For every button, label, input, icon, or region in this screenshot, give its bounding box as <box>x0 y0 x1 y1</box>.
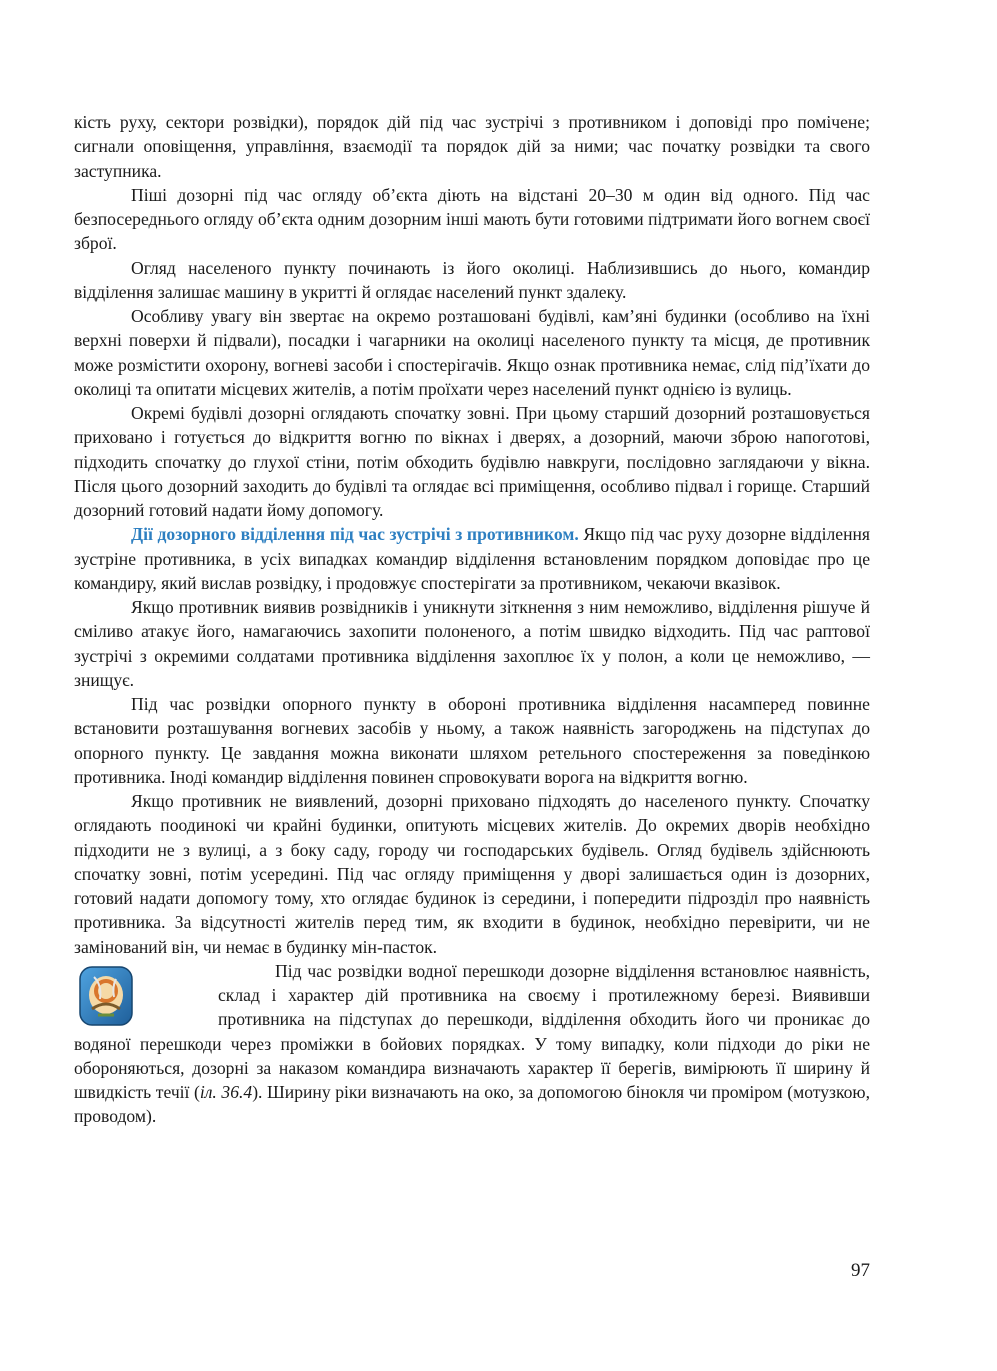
reading-emblem-icon <box>78 965 134 1027</box>
paragraph-2: Піші дозорні під час огляду об’єкта діють на відстані 20–30 м один від одного. Під час безпосереднього огляду об’єкта одним дозорним інші мають бути готовими підтримати його вогнем своєї зброї. <box>74 184 870 254</box>
page-number: 97 <box>851 1260 870 1281</box>
paragraph-encounter-text: Якщо під час руху дозорне відділення зустріне противника, в усіх випадках командир відділення встановленим порядком доповідає про це командиру, який вислав розвідку, і продовжує спостерігати за противником, чекаючи вказівок. <box>74 524 871 593</box>
paragraph-1: кість руху, сектори розвідки), порядок дій під час зустрічі з противником і доповіді про помічене; сигнали оповіщення, управління, взаємодії та порядок дій за ними; час початку розвідки та свого заступника. <box>74 112 870 181</box>
section-heading-encounter: Дії дозорного відділення під час зустрічі з противником. <box>131 524 579 545</box>
paragraph-4: Особливу увагу він звертає на окремо розташовані будівлі, кам’яні будинки (особливо на їхні верхні поверхи й підвали), посадки і чагарники на околиці населеного пункту та місця, де противник може розмістити охорону, вогневі засоби і спостерігачів. Якщо ознак противника немає, слід під’їхати до околиці та опитати місцевих жителів, а потім проїхати через населений пункт однією із вулиць. <box>74 306 870 399</box>
paragraph-water-text: Під час розвідки водної перешкоди дозорне відділення встановлює наявність, склад і характер дій противника на своєму і протилежному березі. Виявивши противника на підступах до перешкоди, відділення обходить його чи проникає до водяної перешкоди через проміжки в бойових порядках. У тому випадку, коли підходи до ріки не обороняються, дозорні за наказом командира визначають характер її берегів, вимірюють її ширину й швидкість течії ( <box>74 960 870 1102</box>
paragraph-9: Якщо противник не виявлений, дозорні приховано підходять до населеного пункту. Спочатку оглядають поодинокі чи крайні будинки, опитують місцевих жителів. До окремих дворів необхідно підходити не з вулиці, а з боку саду, городу чи господарських будівель. Огляд будівель здійснюють спочатку зовні, потім усередині. Під час огляду приміщення у дворі залишається один із дозорних, готовий надати допомогу тому, хто оглядає будинок із середини, і попередити підрозділ про наявність противника. За відсутності жителів перед тим, як входити в будинок, необхідно перевірити, чи не замінований він, чи немає в будинку мін-пасток. <box>74 791 870 957</box>
paragraph-encounter <box>74 522 870 595</box>
paragraph-water <box>74 959 870 1129</box>
paragraph-water-end: ). Ширину ріки визначають на око, за допомогою бінокля чи проміром (мотузкою, проводом). <box>74 1082 870 1127</box>
paragraph-5: Окремі будівлі дозорні оглядають спочатку зовні. При цьому старший дозорний розташовується приховано і готується до відкриття вогню по вікнах і дверях, а дозорний, маючи зброю напоготові, підходить спочатку до глухої стіни, потім обходить будівлю навкруги, послідовно заглядаючи у вікна. Після цього дозорний заходить до будівлі та оглядає всі приміщення, особливо підвал і горище. Старший дозорний готовий надати йому допомогу. <box>74 403 870 520</box>
paragraph-8: Під час розвідки опорного пункту в обороні противника відділення насамперед повинне встановити розташування вогневих засобів у ньому, а також наявність загороджень на підступах до опорного пункту. Це завдання можна виконати шляхом ретельного спостереження за поведінкою противника. Іноді командир відділення повинен спровокувати ворога на відкриття вогню. <box>74 694 870 787</box>
page-body <box>74 110 870 1129</box>
paragraph-7: Якщо противник виявив розвідників і уникнути зіткнення з ним неможливо, відділення рішуче й сміливо атакує його, намагаючись захопити полоненого, а потім швидко відходить. Під час раптової зустрічі з окремими солдатами противника відділення захоплює їх у полон, а коли це неможливо, — знищує. <box>74 597 870 690</box>
water-obstacle-section <box>74 959 870 1129</box>
paragraph-3: Огляд населеного пункту починають із його околиці. Наблизившись до нього, командир відділення залишає машину в укритті й оглядає населений пункт здалеку. <box>74 257 870 302</box>
illustration-reference: іл. 36.4 <box>199 1082 253 1102</box>
